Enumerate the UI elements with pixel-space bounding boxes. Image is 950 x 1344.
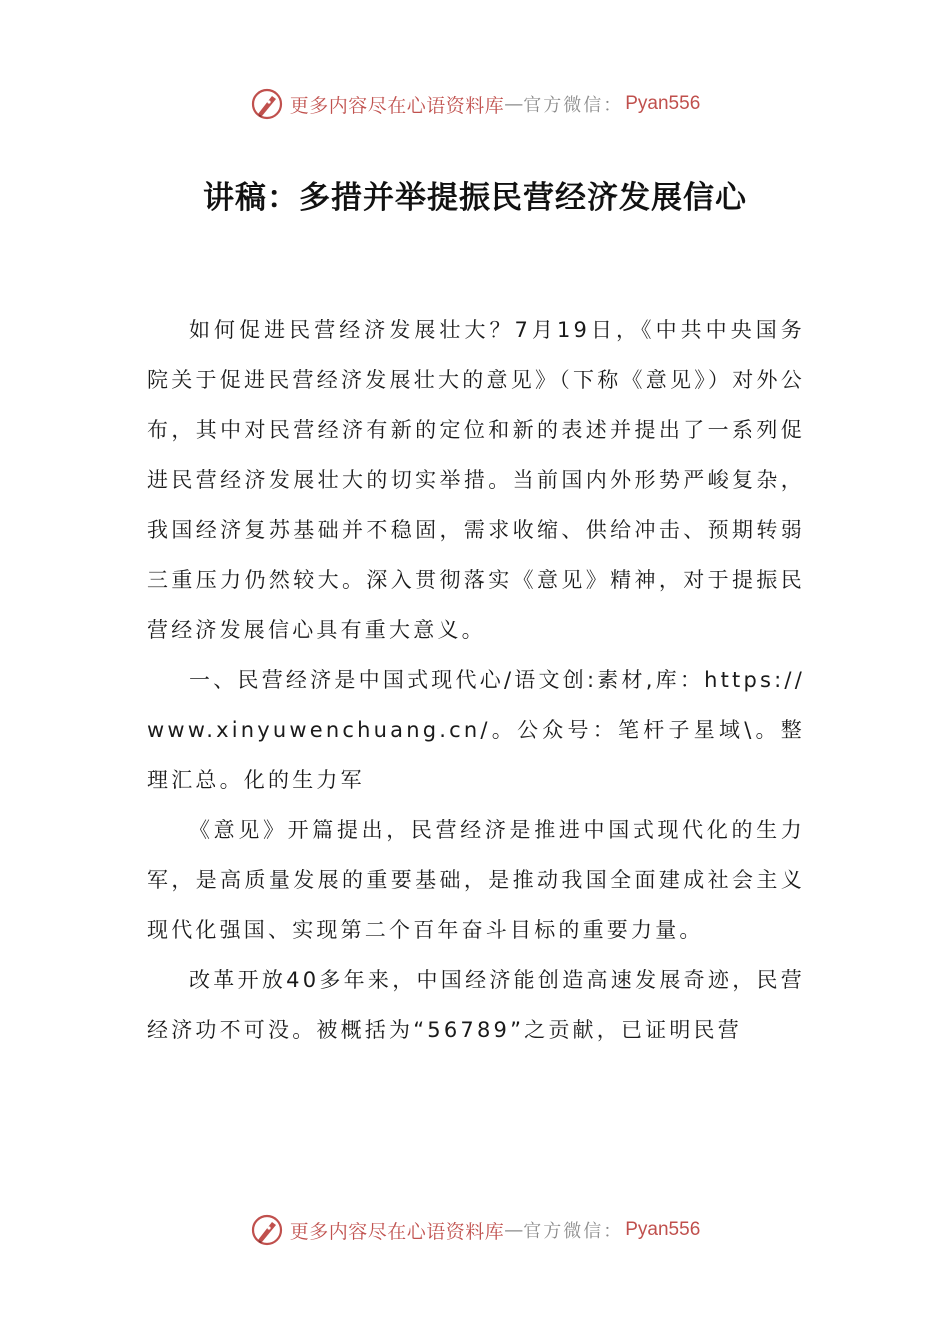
header-watermark-banner — [0, 82, 950, 126]
section-heading-one: 一、民营经济是中国式现代心/语文创:素材,库：https://www.xinyuwenchuang.cn/。公众号：笔杆子星域\。整理汇总。化的生力军 — [147, 668, 805, 792]
body-paragraph-reform: 改革开放40多年来，中国经济能创造高速发展奇迹，民营经济功不可没。被概括为“56789”之贡献，已证明民营 — [147, 968, 805, 1042]
watermark-brand-text: 更多内容尽在心语资料库 — [289, 1220, 505, 1243]
watermark-brand-text: 更多内容尽在心语资料库 — [289, 94, 505, 117]
body-paragraph-intro: 如何促进民营经济发展壮大？7月19日，《中共中央国务院关于促进民营经济发展壮大的意见》（下称《意见》）对外公布，其中对民营经济有新的定位和新的表述并提出了一系列促进民营经济发展壮大的切实举措。当前国内外形势严峻复杂，我国经济复苏基础并不稳固，需求收缩、供给冲击、预期转弱三重压力仍然较大。深入贯彻落实《意见》精神，对于提振民营经济发展信心具有重大意义。 — [147, 318, 805, 642]
watermark-dash: — — [504, 1219, 524, 1241]
body-paragraph-opinion: 《意见》开篇提出，民营经济是推进中国式现代化的生力军，是高质量发展的重要基础，是推动我国全面建成社会主义现代化强国、实现第二个百年奋斗目标的重要力量。 — [147, 818, 805, 942]
watermark-official-label: 官方微信： — [523, 1221, 624, 1242]
watermark-dash: — — [504, 93, 524, 115]
document-title: 讲稿：多措并举提振民营经济发展信心 — [203, 180, 747, 216]
watermark-wechat-id: Pyan556 — [625, 93, 701, 114]
pen-nib-logo-icon — [250, 87, 284, 121]
pen-nib-logo-icon — [250, 1213, 284, 1247]
footer-watermark-banner — [0, 1208, 950, 1252]
watermark-wechat-id: Pyan556 — [625, 1219, 701, 1240]
document-body — [147, 305, 805, 1055]
watermark-official-label: 官方微信： — [523, 95, 624, 116]
